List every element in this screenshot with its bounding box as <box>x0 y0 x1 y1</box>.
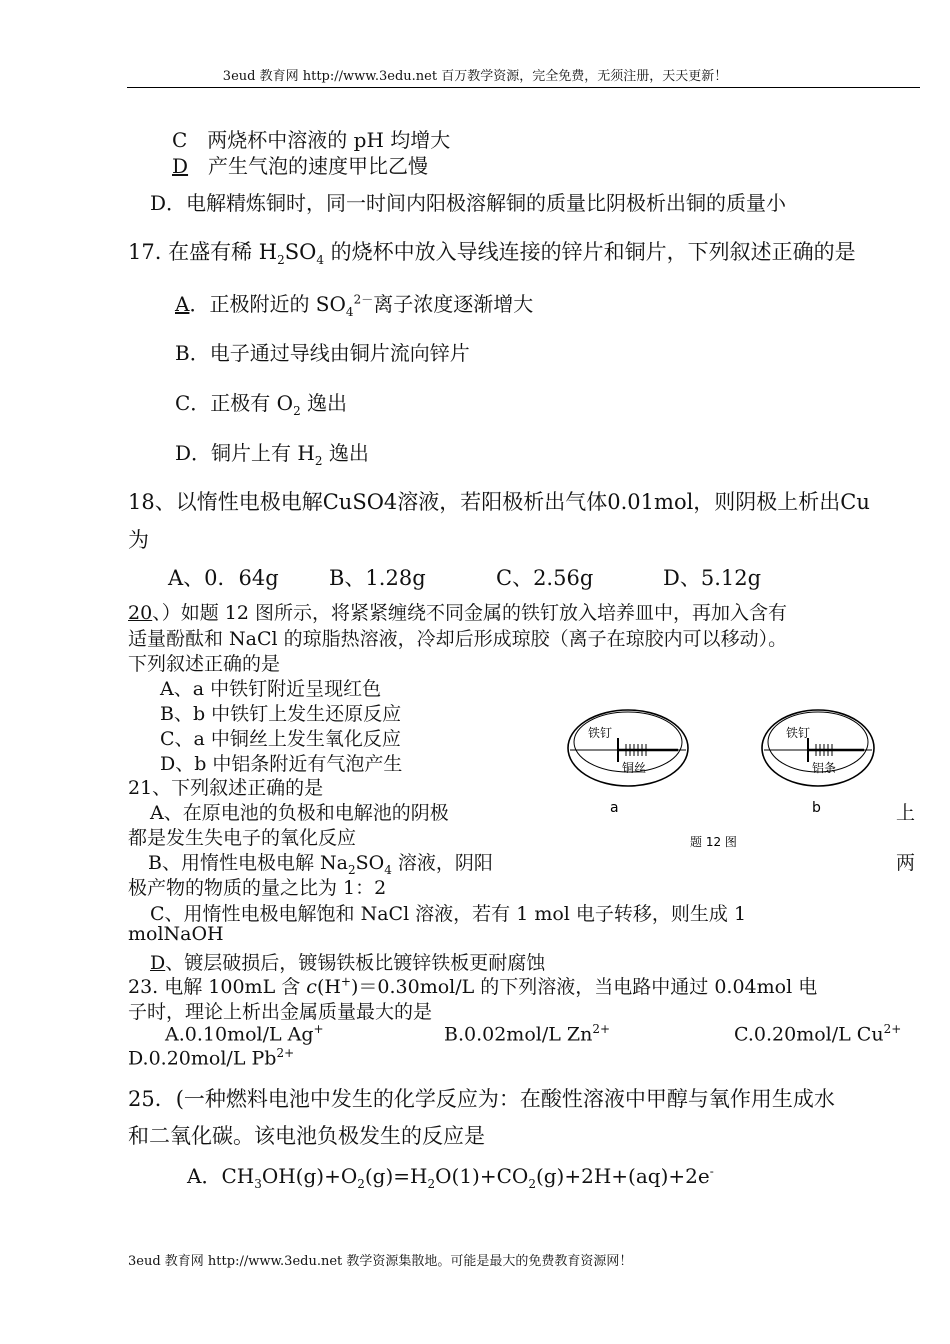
q18-option-c: C、2.56g <box>496 566 594 590</box>
q21-option-a-line2: 都是发生失电子的氧化反应 <box>128 827 357 849</box>
q21-option-c-line1: C、用惰性电极电解饱和 NaCl 溶液，若有 1 mol 电子转移，则生成 1 <box>150 903 747 925</box>
prev-option-c: C 两烧杯中溶液的 pH 均增大 <box>172 128 451 152</box>
q25-option-a-1: A．CH <box>187 1164 255 1188</box>
q17-option-a-text: ．正极附近的 SO <box>189 292 346 316</box>
q21-option-b-line2: 极产物的物质的量之比为 1：2 <box>128 877 387 899</box>
q21-option-d-text: 、镀层破损后，镀锡铁板比镀锌铁板更耐腐蚀 <box>165 952 546 974</box>
q17-option-d-sub: 2 <box>314 454 323 468</box>
q18-option-b: B、1.28g <box>329 566 426 590</box>
q23-line1-sup: + <box>340 974 351 989</box>
q17-option-a-letter: A <box>175 292 190 316</box>
q25-line1: 25．(一种燃料电池中发生的化学反应为：在酸性溶液中甲醇与氧作用生成水 <box>128 1087 835 1111</box>
q23-option-d <box>128 1046 294 1069</box>
q21-option-b-text3: 溶液，阴阳 <box>391 852 493 874</box>
label-b: b <box>812 800 821 816</box>
q23-option-d-text: D.0.20mol/L Pb <box>128 1047 277 1070</box>
q20-line3: 下列叙述正确的是 <box>128 653 281 675</box>
q25-option-a-s3: 2 <box>427 1177 436 1191</box>
nail-a <box>618 738 678 762</box>
label-b-wire: 铝条 <box>812 761 837 775</box>
q25-option-a-5: (g)+2H+(aq)+2e <box>535 1164 710 1188</box>
q18-option-d: D、5.12g <box>663 566 762 590</box>
q20-number: 20 <box>128 602 153 624</box>
q17-option-d-text: D．铜片上有 H <box>175 441 315 465</box>
q17-option-a-sup: 2－ <box>353 292 374 307</box>
q20-option-b: B、b 中铁钉上发生还原反应 <box>160 703 402 725</box>
q23-option-c-sup: 2+ <box>883 1022 902 1036</box>
q17-stem-b: SO <box>284 240 317 264</box>
q25-option-a-s4: 2 <box>528 1177 536 1191</box>
header-rule <box>127 87 920 88</box>
q23-line1-d: )＝0.30mol/L 的下列溶液，当电路中通过 0.04mol 电 <box>350 976 818 998</box>
q17-option-a-sub: 4 <box>345 305 354 319</box>
q21-stem: 21、下列叙述正确的是 <box>128 777 324 799</box>
q21-option-b-line1-right: 两 <box>896 852 916 874</box>
q25-option-a-s2: 2 <box>357 1177 365 1191</box>
label-a-nail: 铁钉 <box>588 726 613 740</box>
q25-option-a-3: (g)=H <box>364 1164 428 1188</box>
label-b-nail: 铁钉 <box>786 726 811 740</box>
label-a: a <box>610 800 619 816</box>
q17-stem-a: 17. 在盛有稀 H <box>128 240 278 264</box>
q23-line1-b: (H <box>316 976 341 998</box>
q23-option-d-sup: 2+ <box>276 1046 295 1060</box>
label-a-wire: 铜丝 <box>622 761 647 775</box>
q20-line1-text: 、）如题 12 图所示，将紧紧缠绕不同金属的铁钉放入培养皿中，再加入含有 <box>152 602 787 624</box>
q20-line2: 适量酚酞和 NaCl 的琼脂热溶液，冷却后形成琼胶（离子在琼胶内可以移动）。 <box>128 628 788 650</box>
q21-option-c-line2: molNaOH <box>128 923 224 945</box>
q25-line2: 和二氧化碳。该电池负极发生的反应是 <box>128 1124 485 1148</box>
q23-line2: 子时，理论上析出金属质量最大的是 <box>128 1001 433 1023</box>
q21-option-a-line1: A、在原电池的负极和电解池的阴极 <box>150 802 449 824</box>
q17-option-d <box>175 437 369 468</box>
q17-stem-sub2: 4 <box>316 253 324 268</box>
q20-option-a: A、a 中铁钉附近呈现红色 <box>160 678 382 700</box>
q25-option-a <box>187 1160 714 1191</box>
q17-option-d-text2: 逸出 <box>322 441 369 465</box>
q17-option-a-text2: 离子浓度逐渐增大 <box>373 292 534 316</box>
q18-line2: 为 <box>128 528 149 552</box>
q23-line1 <box>128 972 817 999</box>
q23-line1-c: c <box>306 976 317 998</box>
q23-option-b-text: B.0.02mol/L Zn <box>444 1023 593 1046</box>
q17-option-b: B．电子通过导线由铜片流向锌片 <box>175 341 470 365</box>
q20-option-c: C、a 中铜丝上发生氧化反应 <box>160 728 401 750</box>
figure-12 <box>560 700 900 860</box>
q21-option-b-text: B、用惰性电极电解 Na <box>148 852 348 874</box>
q25-option-a-s1: 3 <box>254 1177 262 1191</box>
q21-option-b-sub2: 4 <box>384 862 392 877</box>
q21-option-d-letter: D <box>150 952 166 974</box>
q18-option-a: A、0．64g <box>168 566 279 590</box>
q25-option-a-4: O(1)+CO <box>435 1164 529 1188</box>
q23-option-b <box>444 1022 610 1045</box>
q23-option-c <box>734 1022 901 1045</box>
q17-stem-c: 的烧杯中放入导线连接的锌片和铜片，下列叙述正确的是 <box>323 240 856 264</box>
page-footer: 3eud 教育网 http://www.3edu.net 教学资源集散地。可能是最大的免费教育资源网！ <box>128 1254 633 1269</box>
q25-option-a-2: OH(g)+O <box>261 1164 358 1188</box>
prev-option-d <box>172 150 428 179</box>
q18-line1: 18、以惰性电极电解CuSO4溶液，若阳极析出气体0.01mol，则阴极上析出Cu <box>128 490 870 514</box>
prev-option-D-line: D．电解精炼铜时，同一时间内阳极溶解铜的质量比阴极析出铜的质量小 <box>150 191 787 215</box>
prev-option-d-letter: D <box>172 154 189 178</box>
q23-option-a-sup: + <box>313 1022 324 1036</box>
nail-b <box>808 738 864 762</box>
q17-option-c-text2: 逸出 <box>300 391 348 415</box>
q17-option-c-sub: 2 <box>293 404 301 418</box>
q23-line1-a: 23. 电解 100mL 含 <box>128 976 307 998</box>
q23-option-b-sup: 2+ <box>592 1022 611 1036</box>
q21-option-b-text2: SO <box>355 852 385 874</box>
page-header: 3eud 教育网 http://www.3edu.net 百万教学资源，完全免费，无须注册，天天更新！ <box>222 69 728 84</box>
q17-option-c-text: C．正极有 O <box>175 391 294 415</box>
q20-line1 <box>128 598 787 625</box>
q25-option-a-sup: - <box>709 1164 714 1179</box>
q21-option-b-sub1: 2 <box>347 862 356 877</box>
q23-option-a-text: A.0.10mol/L Ag <box>165 1023 314 1046</box>
q21-option-d <box>150 948 545 975</box>
q17-stem-sub1: 2 <box>277 253 285 268</box>
q21-option-a-line1-right: 上 <box>896 802 916 824</box>
q17-option-a <box>175 288 533 319</box>
figure-caption: 题 12 图 <box>690 835 737 849</box>
q23-option-a <box>165 1022 324 1045</box>
q20-option-d: D、b 中铝条附近有气泡产生 <box>160 753 403 775</box>
q17-option-c <box>175 387 347 418</box>
q23-option-c-text: C.0.20mol/L Cu <box>734 1023 884 1046</box>
q17-stem <box>128 236 856 267</box>
prev-option-d-text: 产生气泡的速度甲比乙慢 <box>188 154 429 178</box>
